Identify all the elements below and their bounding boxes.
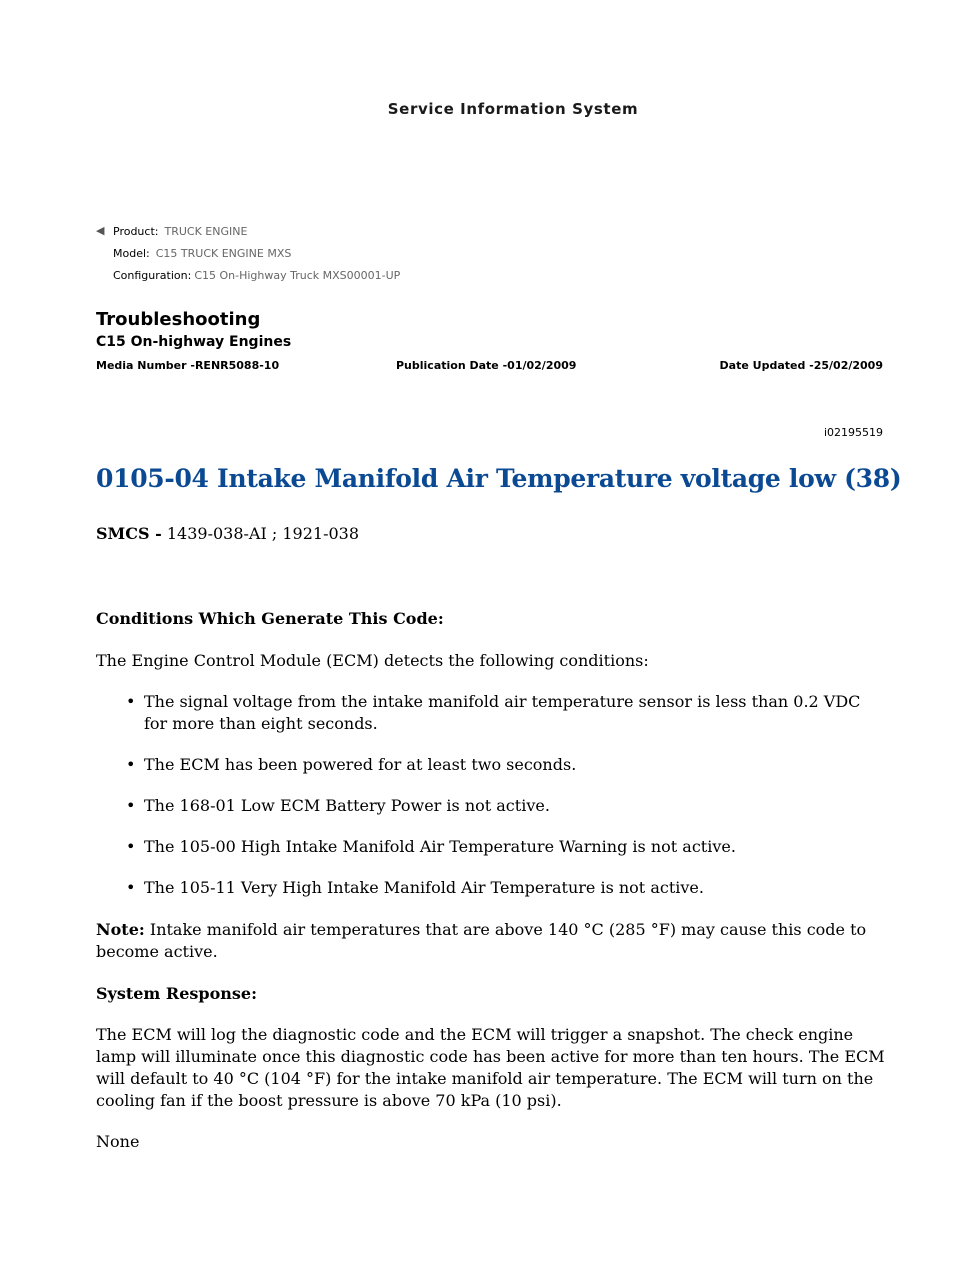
list-item bbox=[126, 754, 866, 776]
condition-text: The 105-11 Very High Intake Manifold Air Temperature is not active. bbox=[144, 878, 704, 897]
configuration-row bbox=[113, 269, 400, 282]
date-updated: Date Updated -25/02/2009 bbox=[719, 359, 883, 372]
service-information-system-logo: Service Information System bbox=[387, 100, 639, 118]
system-response-heading: System Response: bbox=[96, 984, 257, 1003]
conditions-intro: The Engine Control Module (ECM) detects the following conditions: bbox=[96, 651, 649, 670]
smcs-label: SMCS - bbox=[96, 524, 162, 543]
system-response-text: The ECM will log the diagnostic code and the ECM will trigger a snapshot. The check engine lamp will illuminate once this diagnostic code has been active for more than ten hours. The ECM will default to 40 °C (104 °F) for the intake manifold air temperature. The ECM will turn on the cooling fan if the boost pressure is above 70 kPa (10 psi). bbox=[96, 1025, 885, 1110]
condition-text: The signal voltage from the intake manifold air temperature sensor is less than 0.2 VDC for more than eight seconds. bbox=[144, 692, 861, 733]
conditions-heading: Conditions Which Generate This Code: bbox=[96, 609, 444, 628]
note-paragraph bbox=[96, 919, 888, 963]
configuration-value: C15 On-Highway Truck MXS00001-UP bbox=[194, 269, 401, 282]
configuration-label: Configuration: bbox=[113, 269, 192, 282]
list-item bbox=[126, 795, 866, 817]
product-row bbox=[113, 225, 247, 238]
product-value: TRUCK ENGINE bbox=[164, 225, 248, 238]
page-heading: Troubleshooting bbox=[96, 309, 261, 330]
document-id: i02195519 bbox=[823, 426, 883, 439]
list-item bbox=[126, 691, 866, 735]
document-title: 0105-04 Intake Manifold Air Temperature voltage low (38) bbox=[96, 464, 902, 493]
bullet-icon: • bbox=[126, 796, 136, 815]
note-text: Intake manifold air temperatures that are above 140 °C (285 °F) may cause this code to become active. bbox=[96, 920, 867, 961]
bullet-icon: • bbox=[126, 837, 136, 856]
model-row bbox=[113, 247, 291, 260]
publication-date: Publication Date -01/02/2009 bbox=[396, 359, 577, 372]
smcs-value: 1439-038-AI ; 1921-038 bbox=[166, 524, 360, 543]
condition-text: The ECM has been powered for at least two seconds. bbox=[144, 755, 577, 774]
condition-text: The 105-00 High Intake Manifold Air Temperature Warning is not active. bbox=[144, 837, 736, 856]
bullet-icon: • bbox=[126, 755, 136, 774]
product-label: Product: bbox=[113, 225, 159, 238]
note-label: Note: bbox=[96, 920, 145, 939]
bullet-icon: • bbox=[126, 878, 136, 897]
page-subheading: C15 On-highway Engines bbox=[96, 334, 292, 350]
model-label: Model: bbox=[113, 247, 150, 260]
smcs-line bbox=[96, 524, 359, 543]
list-item bbox=[126, 836, 866, 858]
trailing-text: None bbox=[96, 1132, 140, 1151]
media-number: Media Number -RENR5088-10 bbox=[96, 359, 280, 372]
model-value: C15 TRUCK ENGINE MXS bbox=[155, 247, 292, 260]
chevron-left-icon[interactable]: ◀ bbox=[96, 224, 105, 237]
condition-text: The 168-01 Low ECM Battery Power is not active. bbox=[144, 796, 550, 815]
list-item bbox=[126, 877, 866, 899]
bullet-icon: • bbox=[126, 692, 136, 711]
